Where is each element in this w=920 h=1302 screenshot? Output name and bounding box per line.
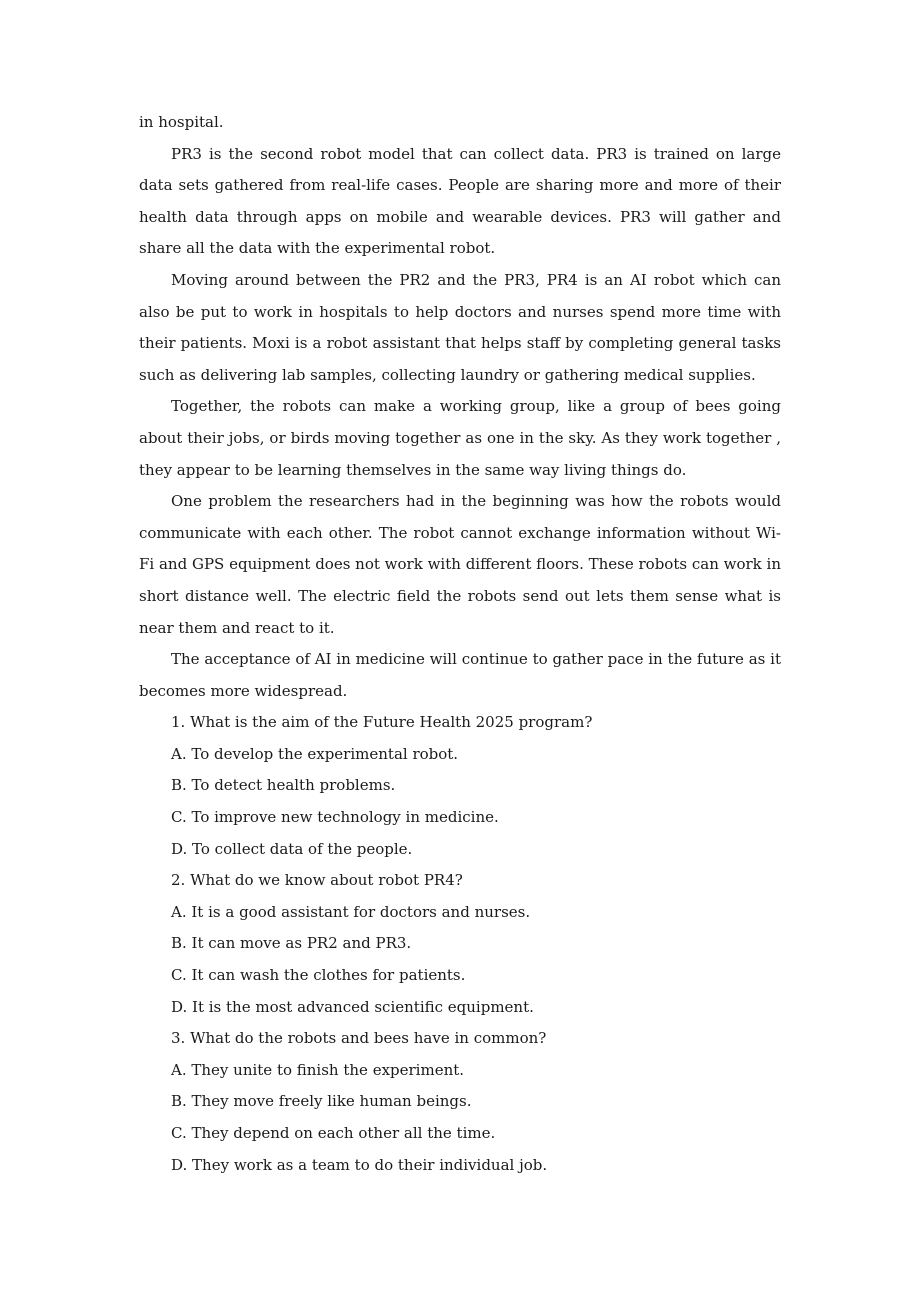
question-2-option-b: B. It can move as PR2 and PR3.	[171, 934, 412, 953]
question-1-stem: 1. What is the aim of the Future Health 2025 program?	[171, 713, 593, 732]
question-1-option-c: C. To improve new technology in medicine.	[171, 808, 499, 827]
document-page	[139, 107, 781, 1181]
question-3-option-c: C. They depend on each other all the time.	[171, 1124, 496, 1142]
question-1	[139, 707, 781, 865]
passage-paragraph-4: One problem the researchers had in the beginning was how the robots would communicate with each other. The robot cannot exchange information without Wi-Fi and GPS equipment does not work with different floors. These robots can work in short distance well. The electric field the robots send out lets them sense what is near them and react to it.	[139, 492, 781, 637]
passage-continuation: in hospital.	[139, 113, 224, 131]
question-3-option-a: A. They unite to finish the experiment.	[171, 1060, 465, 1079]
passage-paragraph-2: Moving around between the PR2 and the PR3, PR4 is an AI robot which can also be put to work in hospitals to help doctors and nurses spend more time with their patients. Moxi is a robot assistant that helps staff by completing general tasks such as delivering lab samples, collecting laundry or gathering medical supplies.	[139, 270, 781, 384]
question-2	[139, 865, 781, 1023]
passage-paragraph-1: PR3 is the second robot model that can collect data. PR3 is trained on large data sets gathered from real-life cases. People are sharing more and more of their health data through apps on mobile and wearable devices. PR3 will gather and share all the data with the experimental robot.	[139, 144, 781, 258]
question-3	[139, 1023, 781, 1181]
question-3-option-d: D. They work as a team to do their individual job.	[171, 1155, 548, 1174]
question-1-option-d: D. To collect data of the people.	[171, 839, 413, 858]
passage-paragraph-3: Together, the robots can make a working group, like a group of bees going about their jobs, or birds moving together as one in the sky. As they work together , they appear to be learning themselves in the same way living things do.	[139, 397, 781, 479]
question-2-stem: 2. What do we know about robot PR4?	[171, 871, 463, 890]
question-1-option-a: A. To develop the experimental robot.	[171, 744, 459, 763]
question-3-option-b: B. They move freely like human beings.	[171, 1092, 472, 1111]
question-3-stem: 3. What do the robots and bees have in common?	[171, 1029, 547, 1048]
question-2-option-a: A. It is a good assistant for doctors and nurses.	[171, 902, 531, 921]
question-2-option-c: C. It can wash the clothes for patients.	[171, 966, 466, 985]
question-2-option-d: D. It is the most advanced scientific equipment.	[171, 997, 534, 1016]
question-1-option-b: B. To detect health problems.	[171, 776, 396, 795]
passage-paragraph-5: The acceptance of AI in medicine will continue to gather pace in the future as it becomes more widespread.	[139, 650, 781, 700]
